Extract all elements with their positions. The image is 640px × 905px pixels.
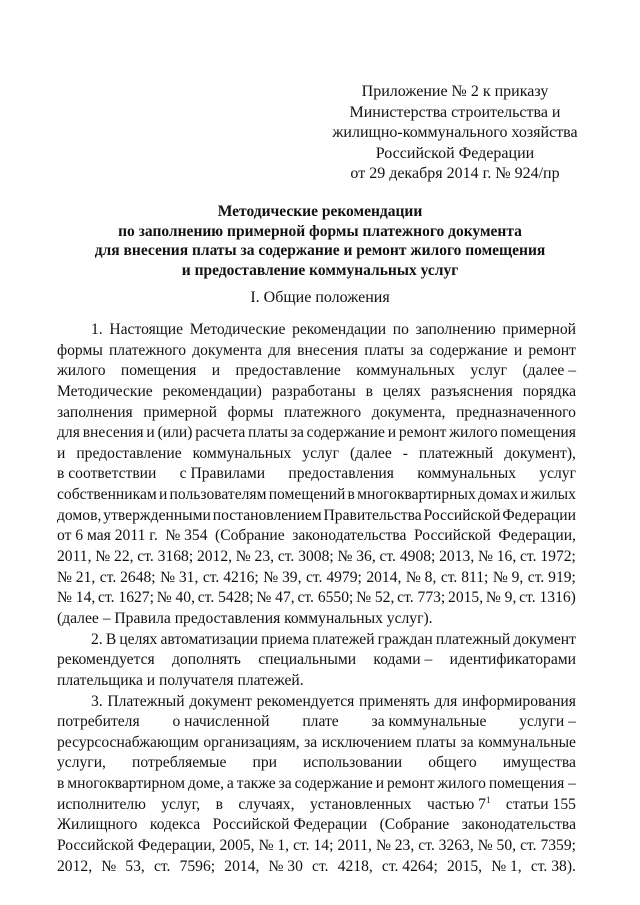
body-word: собственникам (57, 486, 157, 504)
body-word: и (158, 486, 168, 504)
body-word: ст. 5428; (197, 589, 254, 607)
body-text (57, 320, 576, 877)
body-word: по (392, 321, 409, 338)
body-word: 2013, (439, 548, 475, 566)
body-word: № (101, 857, 117, 875)
body-word: в (215, 795, 223, 813)
body-word: услуги – (519, 713, 576, 731)
body-word: примерной (502, 321, 576, 338)
body-word: о начисленной (172, 713, 270, 731)
body-word: (далее (349, 444, 392, 462)
body-word: также (236, 775, 276, 793)
body-word: за (278, 775, 292, 793)
body-word: ст. 3008; (277, 548, 334, 566)
title-line: по заполнению примерной формы платежного документа (118, 222, 522, 240)
body-word: для (57, 424, 80, 442)
body-word: ст. 1972; (520, 548, 576, 566)
body-word: услуг (470, 362, 508, 380)
body-word: 2014, (224, 857, 260, 875)
body-word: за (460, 733, 474, 751)
body-word: (далее – (522, 362, 576, 380)
body-word: статьи 155 (505, 795, 576, 813)
body-word: коммунальных (192, 444, 292, 462)
body-word: расчета (195, 424, 246, 442)
body-word: доме, (187, 775, 225, 793)
body-word: ст. (312, 857, 329, 875)
body-word: документа (192, 341, 262, 359)
body-word: ст. 1316) (519, 589, 576, 607)
body-word: а (226, 775, 234, 793)
body-word: 2015, (446, 857, 483, 875)
body-word: № 23, (375, 837, 415, 855)
body-line (57, 464, 576, 485)
body-line (57, 712, 576, 733)
body-word: и (57, 444, 66, 462)
body-word: исполнителю (57, 795, 146, 813)
body-word: 2005, (219, 837, 255, 855)
body-word: ст. (153, 857, 171, 875)
body-word: Платежный (107, 692, 185, 710)
body-word: платы (248, 424, 288, 442)
body-line (57, 547, 576, 568)
body-word: с Правилами (179, 465, 266, 483)
body-word: домах (477, 486, 518, 504)
body-word: услуг (302, 444, 339, 462)
section-heading: I. Общие положения (250, 289, 390, 306)
body-word: помещения (120, 362, 197, 380)
body-word: за коммунальные (371, 713, 487, 731)
body-word: № 23, (235, 548, 275, 566)
body-line (57, 630, 576, 651)
body-word: ст. 3168; (137, 548, 194, 566)
body-word: многоквартирных (357, 486, 476, 504)
body-word: при (252, 754, 277, 772)
body-word: установленных (309, 795, 412, 813)
body-word: разъяснения (430, 382, 513, 400)
body-word: 2012, (57, 857, 93, 875)
body-word: граждан (377, 630, 433, 648)
body-word: жилых (530, 486, 576, 504)
body-word: заполнению (415, 321, 496, 338)
body-word: ст. 2648; (99, 568, 156, 586)
appendix-line: от 29 декабря 2014 г. № 924/пр (350, 165, 560, 182)
body-word: законодательства (292, 527, 407, 545)
body-word: ст. 919; (527, 568, 576, 586)
body-word: № 22, (95, 548, 134, 566)
body-word: ст. 4264; (381, 857, 438, 875)
body-word: ст. 1627; (98, 589, 154, 607)
body-word: и (387, 424, 397, 442)
body-word: платежного (284, 403, 362, 421)
body-word: Настоящие (109, 321, 184, 338)
body-line (57, 444, 576, 465)
body-word: платежный (435, 630, 511, 648)
body-word: от 6 мая 2011 г. (57, 527, 158, 545)
body-line (57, 526, 576, 547)
body-line (57, 836, 576, 857)
body-word: № 354 (165, 527, 208, 545)
body-word: жилого (437, 775, 486, 793)
body-word: жилого (449, 424, 498, 442)
body-word: плательщика и получателя платежей. (57, 671, 304, 689)
body-line (57, 568, 576, 589)
body-word: № 1, (258, 837, 290, 855)
body-line (57, 692, 576, 713)
title-line: для внесения платы за содержание и ремонт жилого помещения (94, 242, 546, 259)
body-word: организациям, (203, 733, 300, 751)
body-word: за (410, 341, 424, 359)
body-word: информирования (462, 692, 576, 710)
body-word: приема (261, 630, 310, 648)
body-word: коммунальные (478, 733, 576, 751)
body-word: (или) (157, 424, 193, 442)
body-word: 2011, (57, 548, 92, 566)
body-word: ст. 14; (293, 837, 334, 855)
body-word: 3. (91, 692, 103, 710)
body-word: содержание (429, 341, 508, 359)
body-word: ресурсоснабжающим (57, 733, 199, 751)
body-word: коммунальных (417, 465, 516, 483)
body-line (57, 671, 576, 692)
body-word: плате (302, 713, 339, 731)
body-word: кодами – (373, 651, 433, 669)
body-word: примерной (143, 403, 217, 421)
body-line (57, 506, 576, 527)
body-word: предоставление (76, 444, 182, 462)
body-word: № 39, (263, 568, 302, 586)
body-word: содержание (306, 424, 385, 442)
body-word: рекомендации (292, 321, 387, 338)
body-word: № 21, (57, 568, 96, 586)
body-word: и (520, 486, 529, 504)
body-word: № 40, (156, 589, 195, 607)
body-word: (далее – Правила предоставления коммунальных услуг). (57, 609, 433, 627)
body-word: 2012, (196, 548, 233, 566)
body-word: и (146, 424, 155, 442)
body-word: № 47, (256, 589, 295, 607)
body-word: платежного (108, 341, 187, 359)
body-word: и (513, 341, 523, 359)
body-word: документа, (371, 403, 446, 421)
body-word: ремонт (386, 775, 435, 793)
body-line (57, 753, 576, 774)
body-word: услуги, (57, 754, 106, 772)
body-word: разработаны (271, 382, 356, 400)
body-word: коммунальных (356, 362, 455, 380)
body-word: 2011, (337, 837, 372, 855)
body-word: в соответствии (57, 465, 157, 483)
body-word: имущества (502, 754, 576, 772)
body-word: в (57, 775, 65, 793)
body-word: услуг (539, 465, 576, 483)
body-word: № 8, (405, 568, 437, 586)
body-word: предназначенного (456, 403, 576, 421)
body-word: документ), (504, 444, 576, 462)
body-word: потребляемые (132, 754, 227, 772)
body-word: идентификаторами (449, 651, 576, 669)
body-word: Федерации, (137, 837, 216, 855)
body-word: использовании (303, 754, 403, 772)
body-word: Методические (57, 382, 153, 400)
body-word: № 1, (491, 857, 522, 875)
body-word: общего (428, 754, 477, 772)
appendix-line: жилищно-коммунального хозяйства (332, 124, 578, 141)
body-word: Российской Федерации (212, 816, 368, 834)
body-word: (Собрание (215, 527, 285, 545)
body-word: № 50, (477, 837, 517, 855)
body-word: Федерации, (498, 527, 576, 545)
body-word: № 9, (485, 589, 517, 607)
body-word: 7596; (179, 857, 216, 875)
body-word: рекомендуется (256, 692, 355, 710)
body-word: жилого (57, 362, 106, 380)
body-word: помещения (500, 424, 576, 442)
body-word: частью $7^1$ (427, 794, 491, 813)
footnote-marker: 1 (485, 794, 491, 805)
body-word: Российской (423, 506, 501, 524)
body-word: ст. 4979; (305, 568, 362, 586)
body-word: ремонт (398, 424, 447, 442)
body-word: рекомендуется (57, 651, 155, 669)
body-word: формы (57, 341, 103, 359)
body-word: № 31, (160, 568, 199, 586)
body-line (57, 650, 576, 671)
body-word: постановлением (212, 506, 322, 524)
body-line (57, 609, 576, 630)
appendix-line: Приложение № 2 к приказу (361, 83, 549, 100)
body-line (57, 857, 576, 878)
body-word: в (365, 382, 373, 400)
body-word: помещения – (488, 775, 576, 793)
body-line (57, 423, 576, 444)
body-word: формы (227, 403, 274, 421)
body-word: порядка (522, 382, 576, 400)
body-word: целях (119, 630, 158, 648)
body-word: целях (382, 382, 421, 400)
body-line (57, 341, 576, 362)
body-word: платы (416, 733, 457, 751)
body-word: дополнять (172, 651, 241, 669)
appendix-note (330, 82, 580, 185)
body-word: платежный (418, 444, 494, 462)
body-line (57, 588, 576, 609)
body-word: Жилищного (57, 816, 138, 834)
body-word: ст. 3263, (418, 837, 474, 855)
body-word: 1. (91, 321, 103, 338)
body-word: за (304, 733, 318, 751)
body-word: домов, (57, 506, 102, 524)
body-word: - (402, 444, 408, 462)
document-title (40, 202, 600, 280)
body-word: Российской (414, 527, 491, 545)
body-word: 53, (125, 857, 145, 875)
body-line (57, 403, 576, 424)
body-word: № 16, (477, 548, 517, 566)
appendix-line: Российской Федерации (375, 144, 535, 162)
body-word: 2015, (448, 589, 484, 607)
body-line (57, 361, 576, 382)
body-line (57, 795, 576, 816)
body-word: Правительства (323, 506, 422, 524)
body-word: помещений (268, 486, 346, 504)
body-word: утвержденными (103, 506, 211, 524)
body-word: для (268, 341, 291, 359)
body-word: содержание (294, 775, 373, 793)
body-word: 4218, (337, 857, 373, 875)
body-word: ст. 6550; (297, 589, 354, 607)
body-line (57, 485, 576, 506)
body-word: внесения (297, 341, 359, 359)
body-word: № 14, (57, 589, 96, 607)
body-word: потребителя (57, 713, 140, 731)
body-word: Российской (57, 837, 134, 855)
body-word: специальными (258, 651, 357, 669)
body-word: предоставления (288, 465, 394, 483)
body-word: внесения (82, 424, 144, 442)
body-word: случаях, (238, 795, 295, 813)
body-word: ст. 773; (397, 589, 446, 607)
body-word: многоквартирном (67, 775, 185, 793)
body-word: ст. 7359; (520, 837, 576, 855)
body-word: автоматизации (160, 630, 259, 648)
body-line (57, 815, 576, 836)
body-line (57, 774, 576, 795)
body-word: заполнения (57, 403, 133, 421)
body-word: ст. 811; (440, 568, 489, 586)
body-word: и (375, 775, 385, 793)
appendix-line: Министерства строительства и (349, 103, 561, 121)
body-word: платежей (312, 630, 375, 648)
body-word: ст. 4908; (379, 548, 436, 566)
body-word: платы (364, 341, 405, 359)
body-line (57, 382, 576, 403)
body-word: Методические (189, 321, 286, 338)
body-word: ст. 4216; (202, 568, 259, 586)
body-word: Федерации (502, 506, 576, 524)
body-word: ремонт (528, 341, 576, 359)
body-word: услуг, (161, 795, 201, 813)
body-word: В (105, 630, 117, 648)
body-word: и (211, 362, 221, 380)
body-word: 2. (91, 630, 103, 648)
body-word: № 36, (337, 548, 376, 566)
body-word: № 9, (492, 568, 524, 586)
body-word: № 30 (268, 857, 303, 875)
body-word: документ (189, 692, 252, 710)
body-word: документ (513, 630, 576, 648)
body-word: в (347, 486, 355, 504)
body-word: 2014, (366, 568, 402, 586)
body-word: рекомендации) (162, 382, 262, 400)
body-word: ст. 38). (530, 857, 576, 875)
title-line: и предоставление коммунальных услуг (181, 261, 459, 279)
body-word: пользователям (169, 486, 267, 504)
body-word: для (434, 692, 458, 710)
body-line (57, 733, 576, 754)
body-word: кодекса (149, 816, 201, 834)
title-line: Методические рекомендации (217, 203, 423, 220)
body-word: применять (359, 692, 430, 710)
body-word: за (290, 424, 304, 442)
body-word: предоставление (235, 362, 341, 380)
body-line (57, 320, 576, 341)
body-word: законодательства (461, 816, 576, 834)
body-word: № 52, (356, 589, 395, 607)
body-word: исключением (321, 733, 412, 751)
body-word: (Собрание (379, 816, 450, 834)
